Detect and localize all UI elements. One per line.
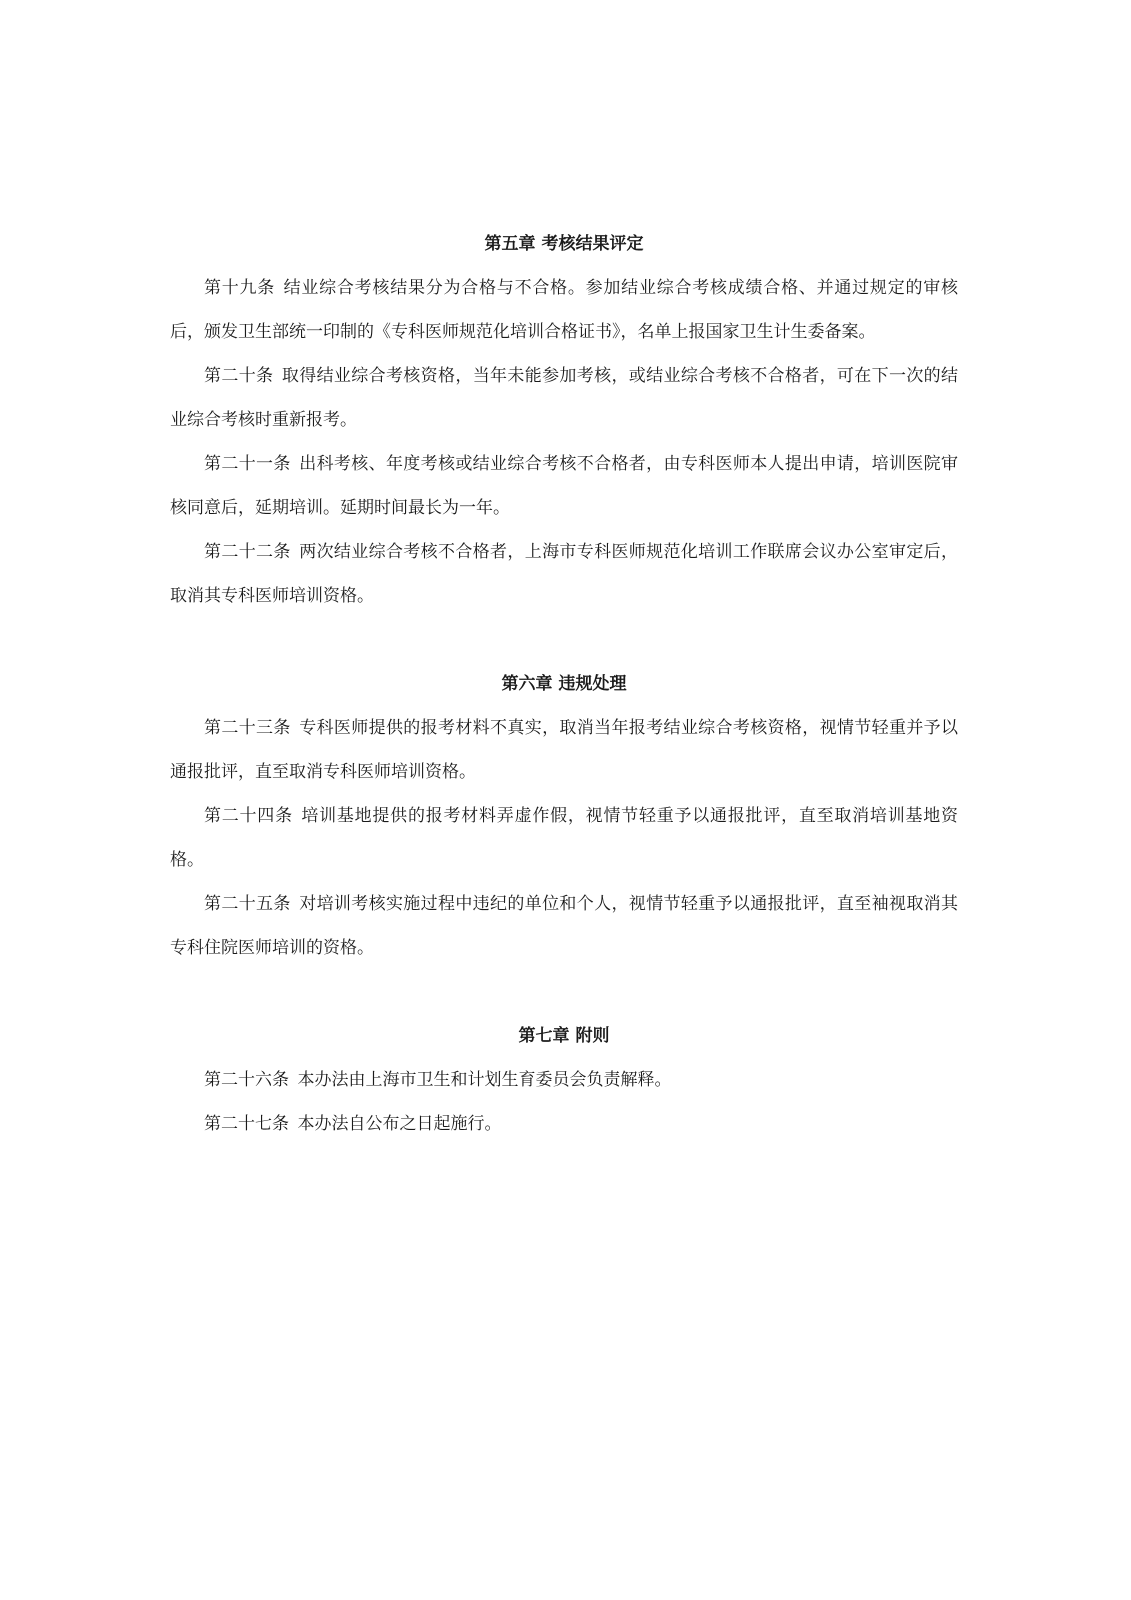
chapter-5 [170,222,958,618]
article-25 [170,882,958,970]
article-number: 第二十七条 [204,1114,289,1134]
article-24 [170,794,958,882]
article-text: 两次结业综合考核不合格者，上海市专科医师规范化培训工作联席会议办公室审定后，取消其专科医师培训资格。 [170,542,959,606]
document-page [170,222,958,1190]
article-27 [170,1102,958,1146]
chapter-title: 第六章 违规处理 [501,674,627,694]
article-text: 本办法由上海市卫生和计划生育委员会负责解释。 [297,1070,672,1090]
article-text: 专科医师提供的报考材料不真实，取消当年报考结业综合考核资格，视情节轻重并予以通报批评，直至取消专科医师培训资格。 [170,718,959,782]
article-21 [170,442,958,530]
article-text: 培训基地提供的报考材料弄虚作假，视情节轻重予以通报批评，直至取消培训基地资格。 [170,806,959,870]
article-number: 第十九条 [204,278,276,298]
article-number: 第二十六条 [204,1070,289,1090]
chapter-title: 第五章 考核结果评定 [484,234,644,254]
article-number: 第二十三条 [204,718,291,738]
article-19 [170,266,958,354]
article-text: 对培训考核实施过程中违纪的单位和个人，视情节轻重予以通报批评，直至袖视取消其专科住院医师培训的资格。 [170,894,959,958]
article-22 [170,530,958,618]
article-text: 取得结业综合考核资格，当年未能参加考核，或结业综合考核不合格者，可在下一次的结业综合考核时重新报考。 [170,366,959,430]
article-text: 本办法自公布之日起施行。 [297,1114,502,1134]
article-number: 第二十四条 [204,806,293,826]
article-23 [170,706,958,794]
chapter-7 [170,1014,958,1146]
chapter-6 [170,662,958,970]
article-number: 第二十五条 [204,894,291,914]
article-number: 第二十条 [204,366,274,386]
article-number: 第二十二条 [204,542,291,562]
article-text: 结业综合考核结果分为合格与不合格。参加结业综合考核成绩合格、并通过规定的审核后，颁发卫生部统一印制的《专科医师规范化培训合格证书》，名单上报国家卫生计生委备案。 [170,278,959,342]
chapter-title: 第七章 附则 [518,1026,610,1046]
article-26 [170,1058,958,1102]
article-text: 出科考核、年度考核或结业综合考核不合格者，由专科医师本人提出申请，培训医院审核同意后，延期培训。延期时间最长为一年。 [170,454,959,518]
article-number: 第二十一条 [204,454,291,474]
article-20 [170,354,958,442]
